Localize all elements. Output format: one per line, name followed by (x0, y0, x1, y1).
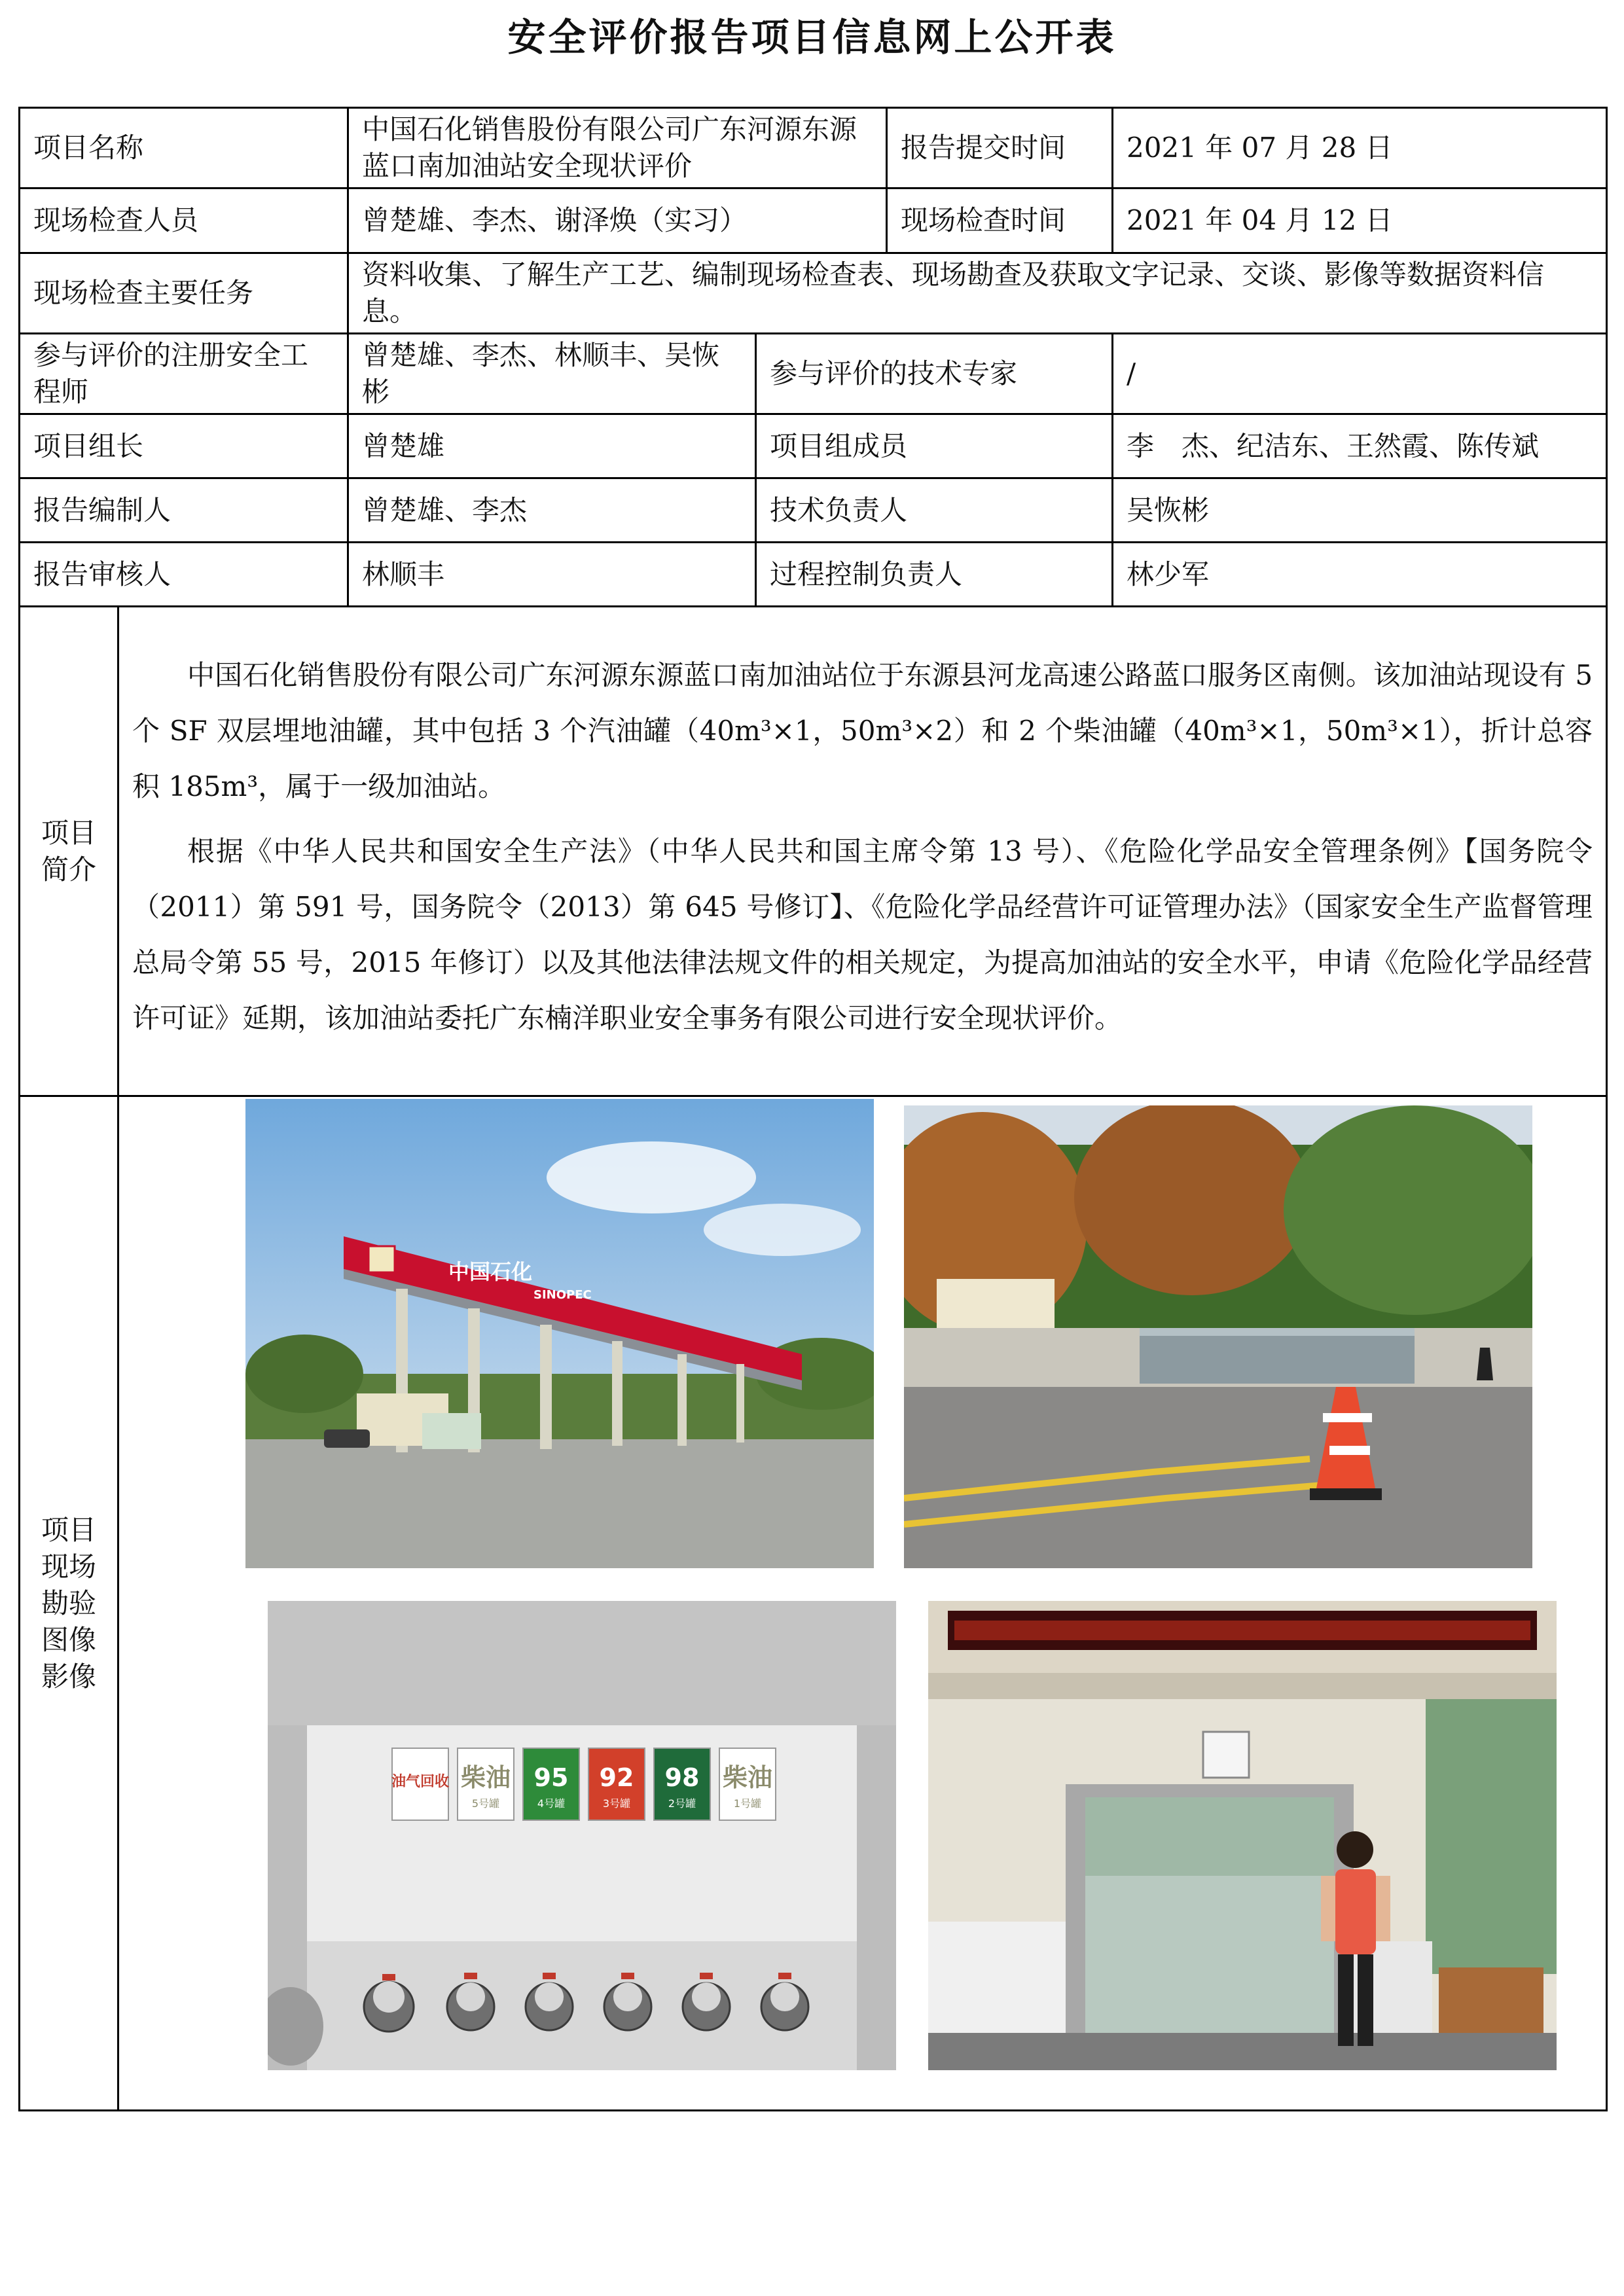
tank-label-text: 92 (599, 1763, 634, 1792)
members-value: 李 杰、纪洁东、王然霞、陈传斌 (1113, 414, 1607, 478)
page-title: 安全评价报告项目信息网上公开表 (507, 15, 1117, 60)
photo-station-canopy (245, 1099, 874, 1568)
project-name-value: 中国石化销售股份有限公司广东河源东源蓝口南加油站安全现状评价 (348, 108, 887, 188)
intro-paragraph-1: 中国石化销售股份有限公司广东河源东源蓝口南加油站位于东源县河龙高速公路蓝口服务区南侧。该加油站现设有 5 个 SF 双层埋地油罐，其中包括 3 个汽油罐（40m³×1，50m³×2）和 2 个柴油罐（40m³×1，50m³×1），折计总容积 185m³，属于一级加油站。 (132, 659, 1593, 802)
tank-label-text: 柴油 (460, 1763, 511, 1792)
intro-cell (118, 607, 1607, 1096)
tech-lead-value: 吴恢彬 (1113, 478, 1607, 543)
inspect-time-label: 现场检查时间 (887, 188, 1113, 253)
tank-label-text: 98 (664, 1763, 700, 1792)
compiler-label: 报告编制人 (20, 478, 348, 543)
tank-label-sub: 4号罐 (537, 1797, 566, 1810)
intro-label-text: 项目简介 (41, 816, 97, 886)
engineers-label: 参与评价的注册安全工程师 (20, 334, 348, 414)
tank-label-text: 95 (533, 1763, 569, 1792)
inspectors-value: 曾楚雄、李杰、谢泽焕（实习） (348, 188, 887, 253)
photo-tank-area (904, 1105, 1532, 1568)
leader-value: 曾楚雄 (348, 414, 756, 478)
tank-label-text: 油气回收 (391, 1774, 450, 1790)
submit-time-value: 2021 年 07 月 28 日 (1113, 108, 1607, 188)
compiler-value: 曾楚雄、李杰 (348, 478, 756, 543)
experts-label: 参与评价的技术专家 (756, 334, 1113, 414)
tank-label-sub: 2号罐 (668, 1797, 696, 1810)
tank-label-text: 柴油 (722, 1763, 773, 1792)
members-label: 项目组成员 (756, 414, 1113, 478)
process-label: 过程控制负责人 (756, 543, 1113, 607)
canopy-brand: 中国石化 (448, 1259, 533, 1284)
task-value: 资料收集、了解生产工艺、编制现场检查表、现场勘查及获取文字记录、交谈、影像等数据资料信息。 (348, 253, 1607, 334)
experts-value: / (1113, 334, 1607, 414)
photo-shop-entrance (928, 1601, 1557, 2070)
reviewer-label: 报告审核人 (20, 543, 348, 607)
photo-tank-valves (268, 1601, 896, 2070)
tank-label-sub: 3号罐 (602, 1797, 631, 1810)
submit-time-label: 报告提交时间 (887, 108, 1113, 188)
project-name-label: 项目名称 (20, 108, 348, 188)
photos-label (20, 1096, 118, 2111)
inspect-time-value: 2021 年 04 月 12 日 (1113, 188, 1607, 253)
inspectors-label: 现场检查人员 (20, 188, 348, 253)
tank-label-sub: 5号罐 (471, 1797, 500, 1810)
intro-paragraph-2: 根据《中华人民共和国安全生产法》（中华人民共和国主席令第 13 号）、《危险化学品安全管理条例》【国务院令（2011）第 591 号，国务院令（2013）第 645 号修订】、《危险化学品经营许可证管理办法》（国家安全生产监督管理总局令第 55 号，2015 年修订）以及其他法律法规文件的相关规定，为提高加油站的安全水平，申请《危险化学品经营许可证》延期，该加油站委托广东楠洋职业安全事务有限公司进行安全现状评价。 (132, 835, 1593, 1034)
info-table (18, 107, 1608, 2111)
photos-label-text: 项目现场勘验图像影像 (41, 1513, 97, 1693)
leader-label: 项目组长 (20, 414, 348, 478)
intro-label (20, 607, 118, 1096)
tank-label-sub: 1号罐 (733, 1797, 762, 1810)
tech-lead-label: 技术负责人 (756, 478, 1113, 543)
canopy-brand-en: SINOPEC (533, 1288, 592, 1302)
task-label: 现场检查主要任务 (20, 253, 348, 334)
photos-cell (118, 1096, 1607, 2111)
process-value: 林少军 (1113, 543, 1607, 607)
engineers-value: 曾楚雄、李杰、林顺丰、吴恢彬 (348, 334, 756, 414)
reviewer-value: 林顺丰 (348, 543, 756, 607)
